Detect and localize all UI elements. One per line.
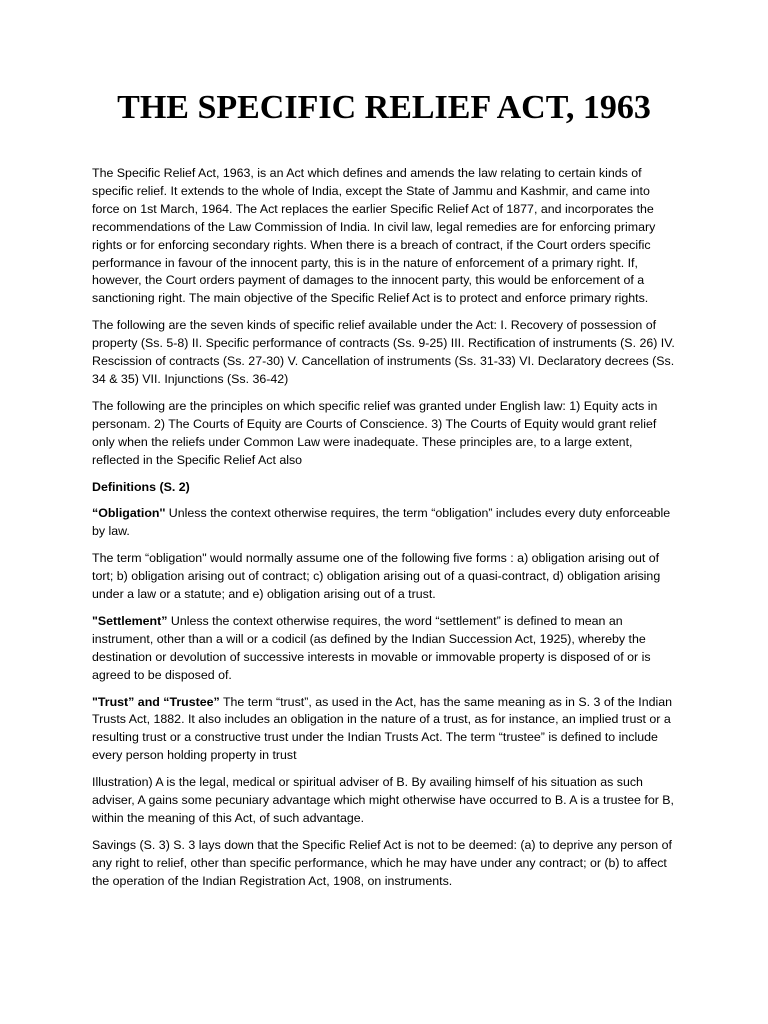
obligation-term: “Obligation'' [92,506,166,521]
paragraph-intro: The Specific Relief Act, 1963, is an Act which defines and amends the law relating to certain kinds of specific relief. It extends to the whole of India, except the State of Jammu and Kashmir, and came into force on 1st March, 1964. The Act replaces the earlier Specific Relief Act of 1877, and incorporates the recommendations of the Law Commission of India. In civil law, legal remedies are for enforcing primary rights or for enforcing secondary rights. When there is a breach of contract, if the Court orders specific performance in favour of the innocent party, this is in the nature of enforcement of a primary right. If, however, the Court orders payment of damages to the innocent party, this would be enforcement of a sanctioning right. The main objective of the Specific Relief Act is to protect and enforce primary rights. [92,166,656,306]
paragraph-illustration: Illustration) A is the legal, medical or spiritual adviser of B. By availing himself of his situation as such adviser, A gains some pecuniary advantage which might otherwise have occurred to B. A is a trustee for B, within the meaning of this Act, of such advantage. [92,775,674,825]
definitions-heading-text: Definitions (S. 2) [92,479,190,494]
trust-text: The term “trust”, as used in the Act, has the same meaning as in S. 3 of the Indian Trusts Act, 1882. It also includes an obligation in the nature of a trust, as for instance, an implied trust or a resulting trust or a constructive trust under the Indian Trusts Act. The term “trustee” is defined to include every person holding property in trust [92,694,673,763]
paragraph-trust-definition [92,694,678,766]
paragraph-principles: The following are the principles on which specific relief was granted under English law: 1) Equity acts in personam. 2) The Courts of Equity are Courts of Conscience. 3) The Courts of Equity would grant relief only when the reliefs under Common Law were inadequate. These principles are, to a large extent, reflected in the Specific Relief Act also [92,398,658,467]
obligation-text: Unless the context otherwise requires, the term “obligation” includes every duty enforceable by law. [92,506,671,539]
definitions-heading [92,479,678,497]
paragraph-settlement-definition [92,613,678,685]
paragraph-obligation-forms: The term “obligation" would normally assume one of the following five forms : a) obligation arising out of tort; b) obligation arising out of contract; c) obligation arising out of a quasi-contract, d) obligation arising under a law or a statute; and e) obligation arising out of a trust. [92,551,661,602]
document-body [92,165,678,900]
settlement-term: "Settlement” [92,613,168,628]
paragraph-savings: Savings (S. 3) S. 3 lays down that the Specific Relief Act is not to be deemed: (a) to deprive any person of any right to relief, other than specific performance, which he may have under any contract; or (b) to affect the operation of the Indian Registration Act, 1908, on instruments. [92,837,672,888]
document-title: THE SPECIFIC RELIEF ACT, 1963 [117,89,651,126]
paragraph-kinds-of-relief: The following are the seven kinds of specific relief available under the Act: I. Recovery of possession of property (Ss. 5-8) II. Specific performance of contracts (Ss. 9-25) III. Rectification of instruments (S. 26) IV. Rescission of contracts (Ss. 27-30) V. Cancellation of instruments (Ss. 31-33) VI. Declaratory decrees (Ss. 34 & 35) VII. Injunctions (Ss. 36-42) [92,318,675,386]
trust-term: "Trust” and “Trustee” [92,694,220,709]
settlement-text: Unless the context otherwise requires, the word “settlement” is defined to mean an instrument, other than a will or a codicil (as defined by the Indian Succession Act, 1925), whereby the destination or devolution of successive interests in movable or immovable property is disposed of or is agreed to be disposed of. [92,613,651,682]
paragraph-obligation-definition [92,505,678,541]
